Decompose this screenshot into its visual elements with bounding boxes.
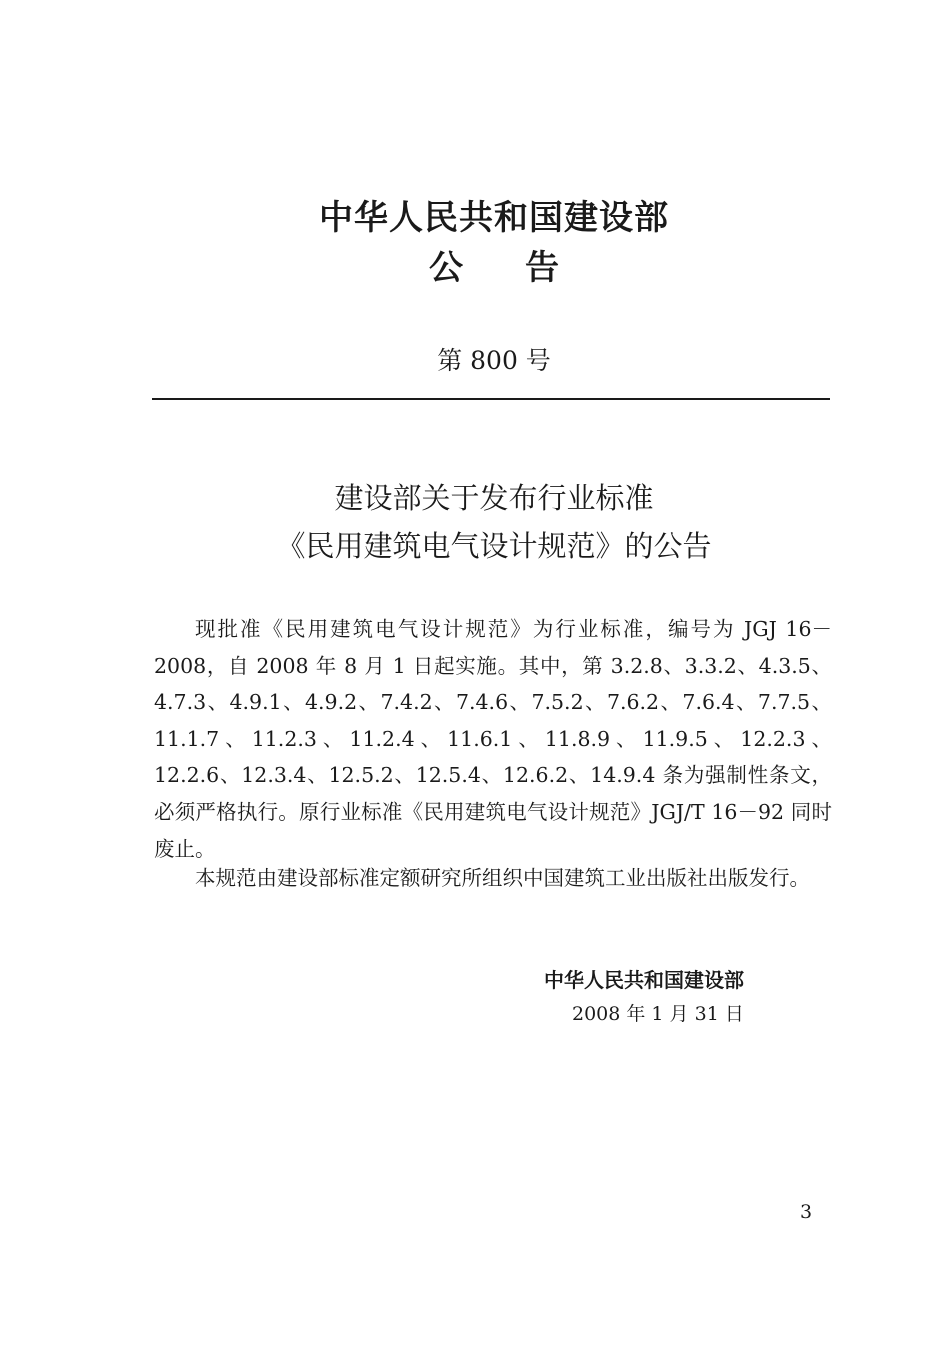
announcement-title-line-1: 建设部关于发布行业标准 — [334, 481, 654, 515]
header-divider — [152, 398, 830, 400]
signature-date: 2008 年 1 月 31 日 — [572, 1003, 744, 1025]
body-paragraph-1 — [154, 611, 832, 867]
body-paragraph-2 — [154, 860, 832, 897]
issuer-heading: 中华人民共和国建设部 — [319, 198, 669, 238]
paragraph-text: 现批准《民用建筑电气设计规范》为行业标准，编号为 JGJ 16－2008，自 2008 年 8 月 1 日起实施。其中，第 3.2.8、3.3.2、4.3.5、4.7.3、4.9.1、4.9.2、7.4.2、7.4.6、7.5.2、7.6.2、7.6.4、7.7.5、11.1.7、11.2.3、11.2.4、11.6.1、11.8.9、11.9.5、12.2.3、12.2.6、12.3.4、12.5.2、12.5.4、12.6.2、14.9.4 条为强制性条文，必须严格执行。原行业标准《民用建筑电气设计规范》JGJ/T 16－92 同时废止。 — [154, 617, 832, 861]
document-number: 第 800 号 — [437, 346, 551, 375]
document-type-heading: 公告 — [429, 248, 621, 288]
signatory: 中华人民共和国建设部 — [544, 968, 744, 992]
announcement-title-line-2: 《民用建筑电气设计规范》的公告 — [276, 529, 712, 563]
page-number: 3 — [800, 1201, 813, 1223]
paragraph-text: 本规范由建设部标准定额研究所组织中国建筑工业出版社出版发行。 — [195, 866, 810, 890]
